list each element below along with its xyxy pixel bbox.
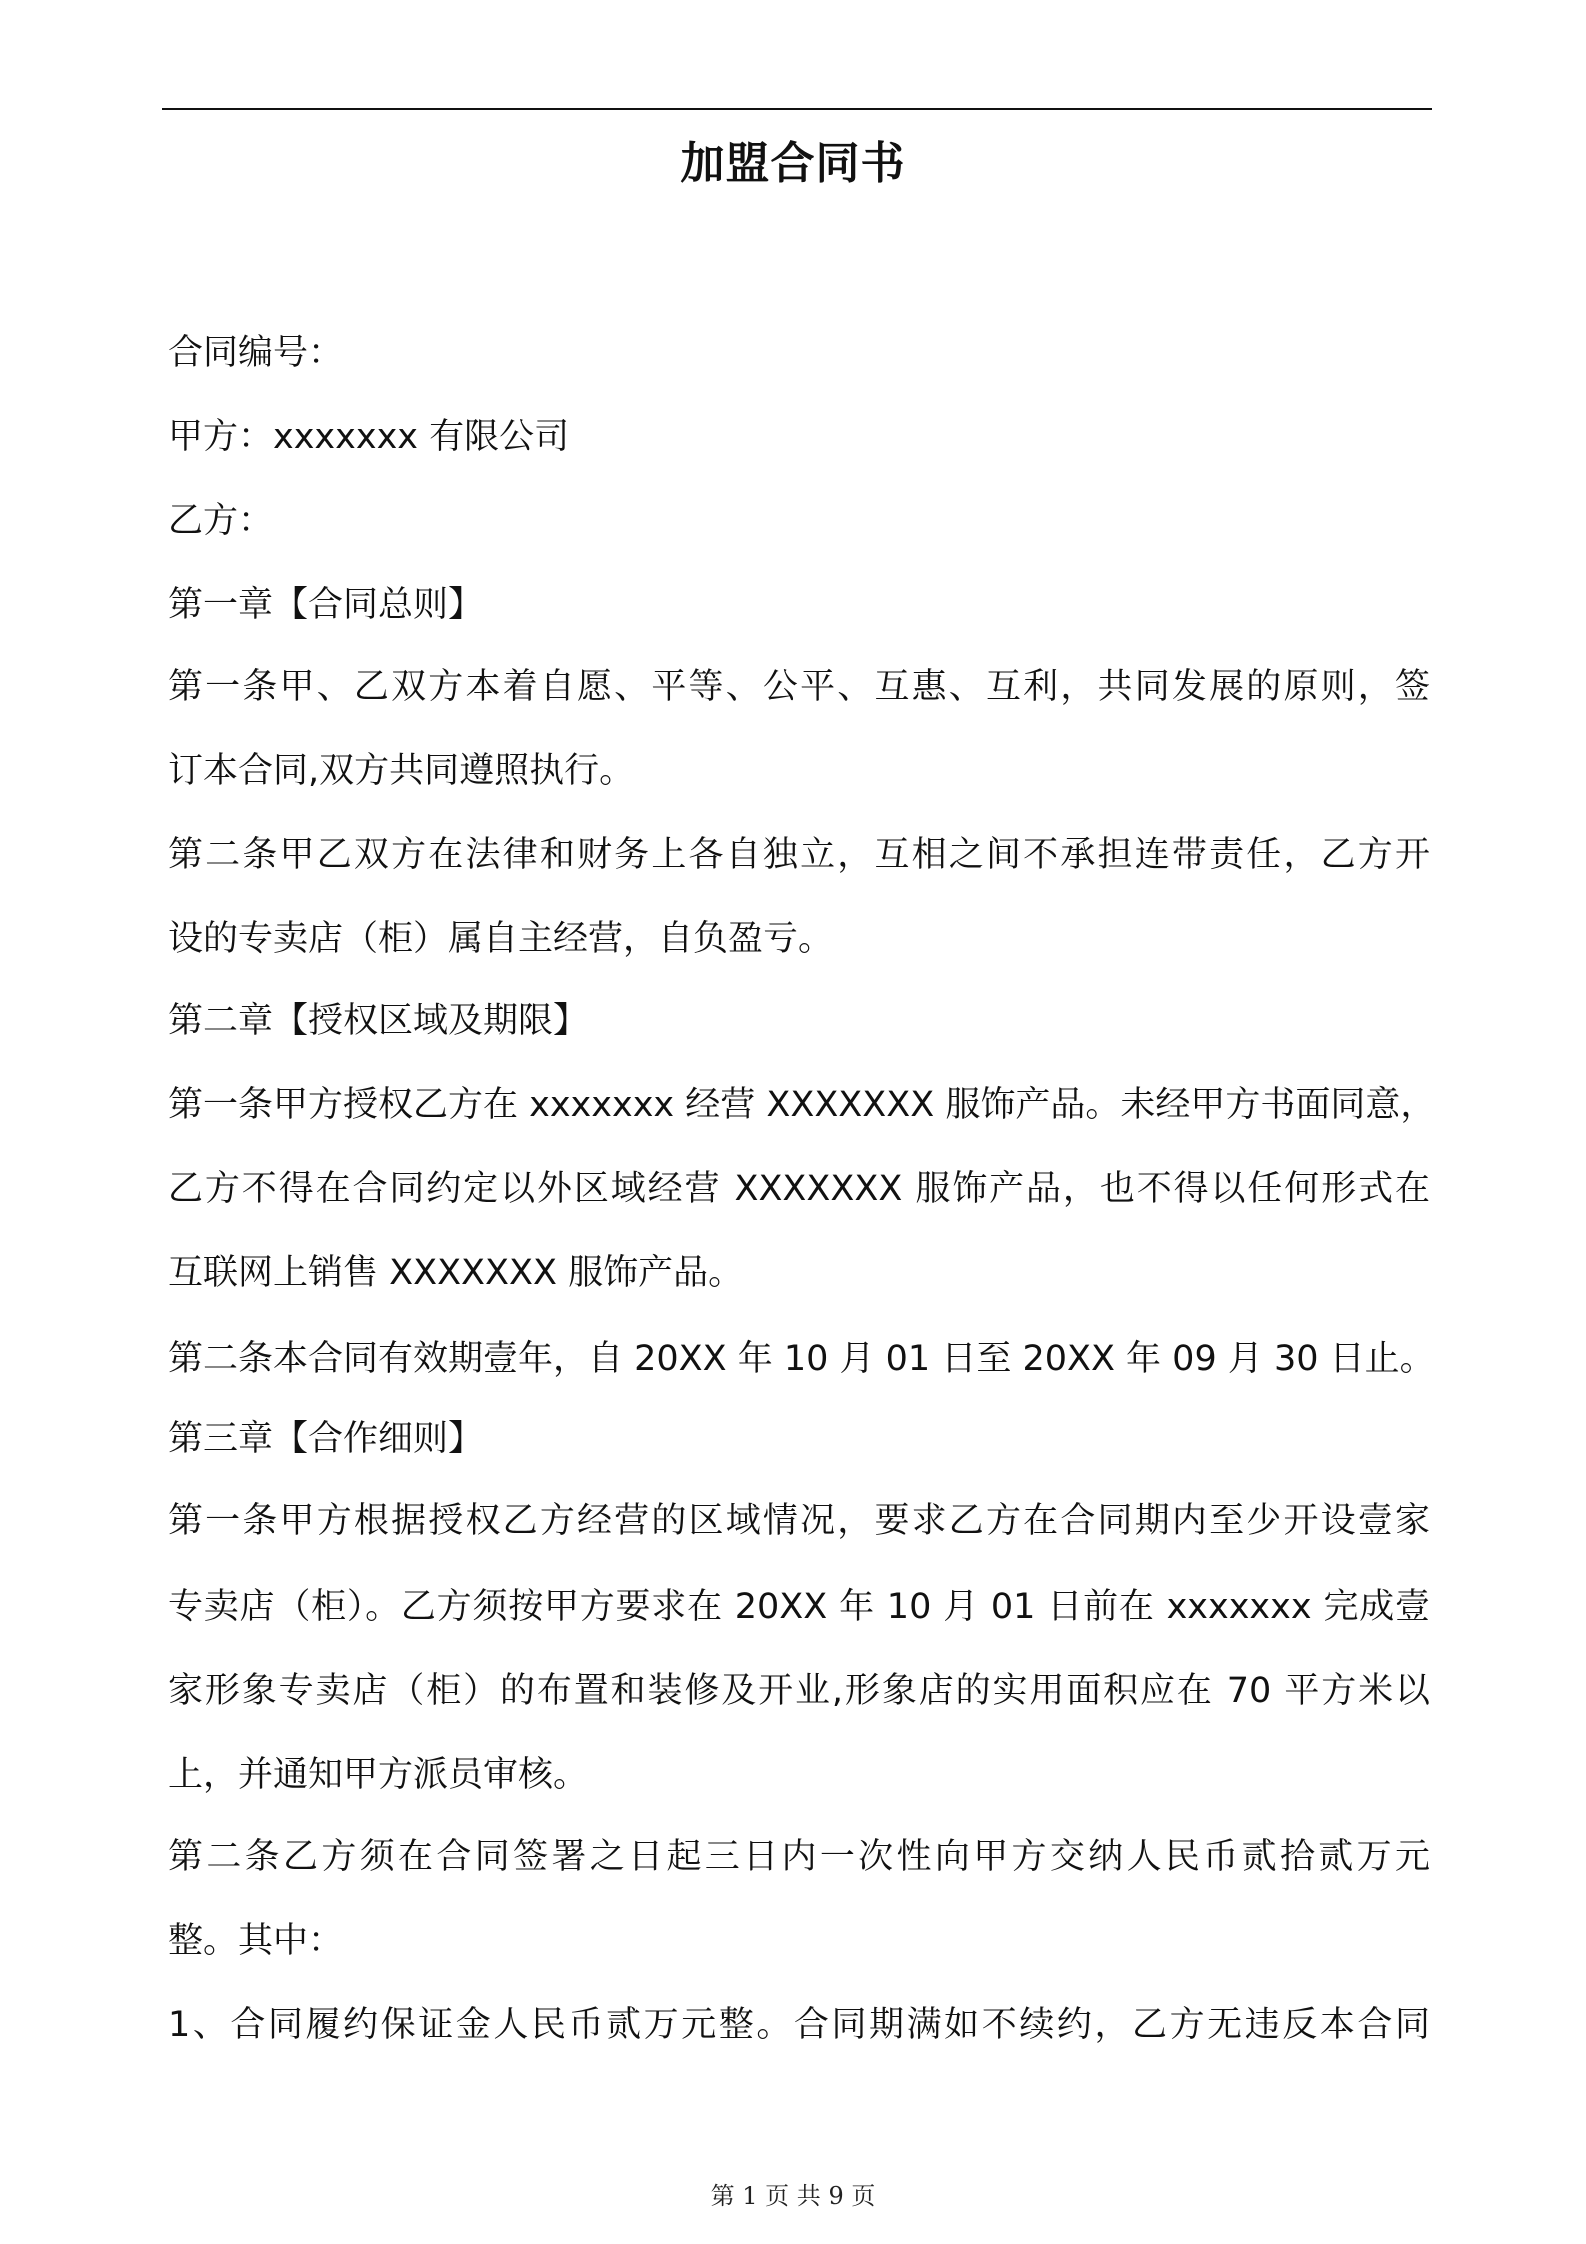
party-b-line: 乙方：: [168, 501, 274, 541]
body-line: 家形象专卖店（柜）的布置和装修及开业,形象店的实用面积应在 70 平方米以: [168, 1671, 1430, 1711]
body-line: 订本合同,双方共同遵照执行。: [168, 751, 635, 791]
document-title: 加盟合同书: [680, 138, 906, 189]
body-line: 第一条甲方根据授权乙方经营的区域情况，要求乙方在合同期内至少开设壹家: [168, 1501, 1430, 1541]
body-line: 上，并通知甲方派员审核。: [168, 1755, 589, 1795]
body-line: 第二条乙方须在合同签署之日起三日内一次性向甲方交纳人民币贰拾贰万元: [168, 1837, 1430, 1877]
body-line: 设的专卖店（柜）属自主经营，自负盈亏。: [168, 919, 834, 959]
body-line: 互联网上销售 XXXXXXX 服饰产品。: [168, 1253, 744, 1293]
body-line: 第一条甲方授权乙方在 xxxxxxx 经营 XXXXXXX 服饰产品。未经甲方书面同意，: [168, 1085, 1436, 1125]
contract-number-line: 合同编号：: [168, 333, 344, 373]
body-line: 整。其中：: [168, 1921, 344, 1961]
body-line: 专卖店（柜）。乙方须按甲方要求在 20XX 年 10 月 01 日前在 xxxxxxx 完成壹: [168, 1587, 1430, 1627]
chapter-3-heading: 第三章【合作细则】: [168, 1419, 484, 1459]
body-line: 乙方不得在合同约定以外区域经营 XXXXXXX 服饰产品，也不得以任何形式在: [168, 1169, 1430, 1209]
header-rule: [162, 108, 1432, 110]
body-line: 第二条甲乙双方在法律和财务上各自独立，互相之间不承担连带责任，乙方开: [168, 835, 1430, 875]
chapter-2-heading: 第二章【授权区域及期限】: [168, 1001, 589, 1041]
party-a-line: 甲方：xxxxxxx 有限公司: [168, 417, 570, 457]
body-line: 第二条本合同有效期壹年，自 20XX 年 10 月 01 日至 20XX 年 09 月 30 日止。: [168, 1339, 1435, 1379]
body-line: 1、合同履约保证金人民币贰万元整。合同期满如不续约，乙方无违反本合同: [168, 2005, 1430, 2045]
chapter-1-heading: 第一章【合同总则】: [168, 585, 484, 625]
page-footer: 第 1 页 共 9 页: [710, 2182, 876, 2210]
body-line: 第一条甲、乙双方本着自愿、平等、公平、互惠、互利，共同发展的原则，签: [168, 667, 1430, 707]
